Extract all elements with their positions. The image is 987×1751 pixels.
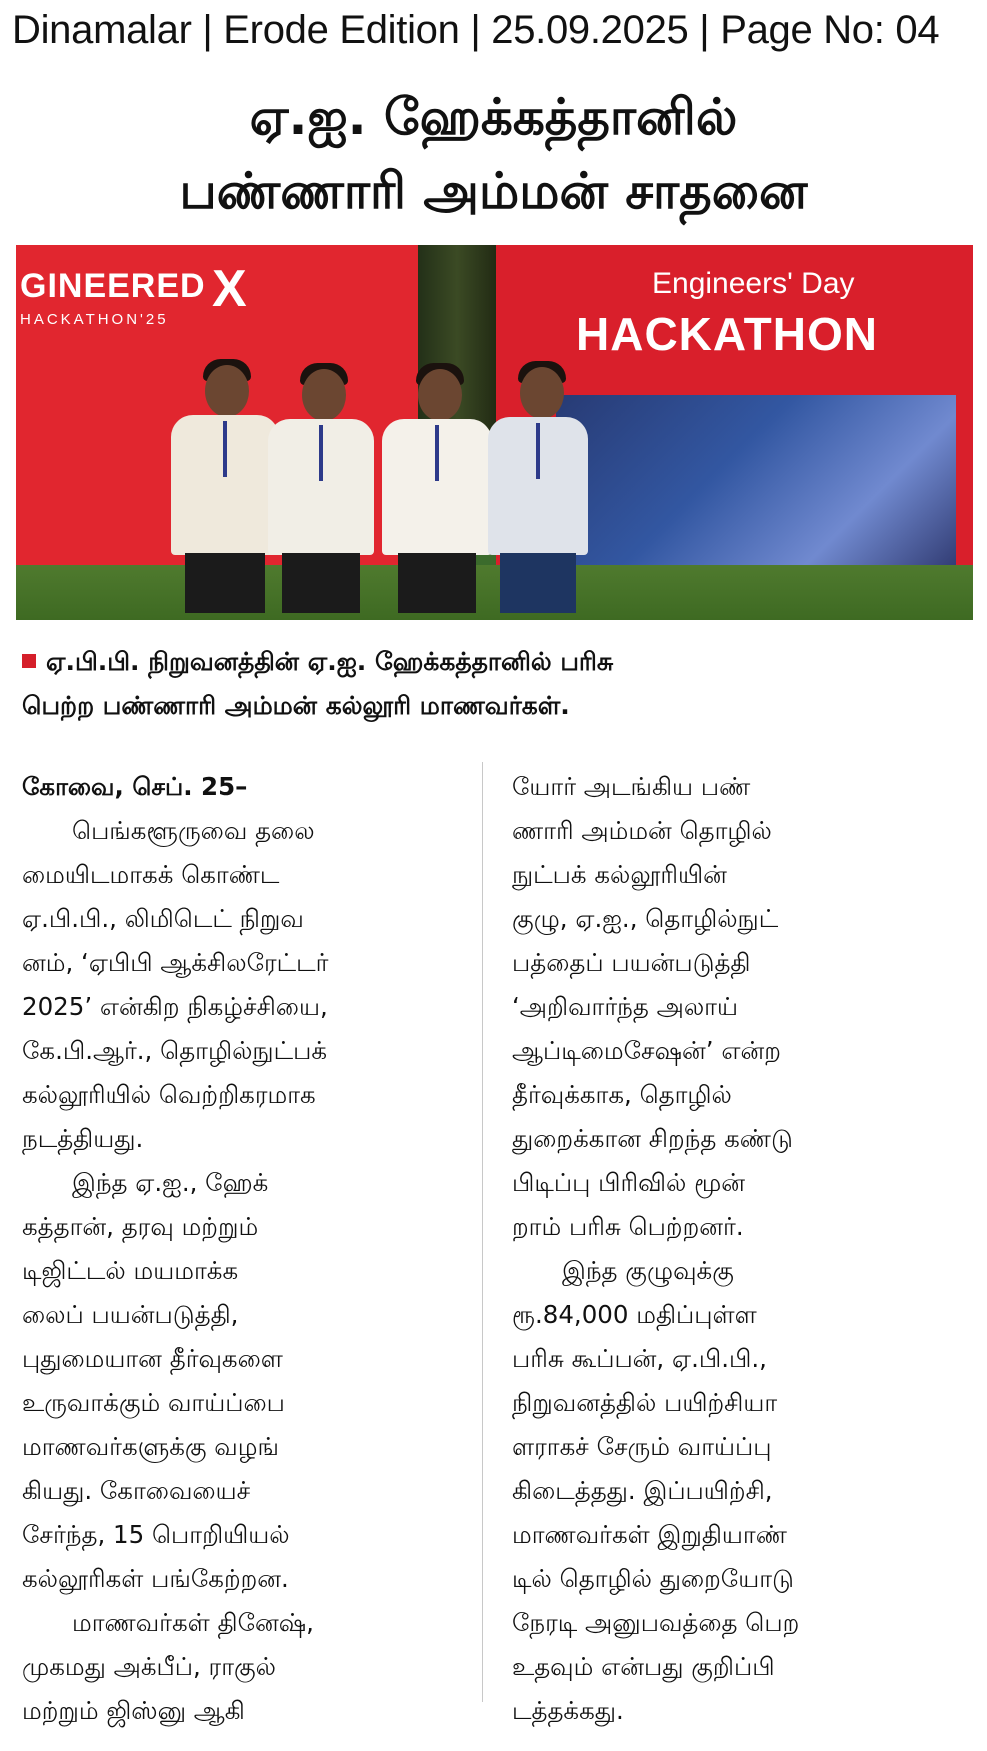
article-column-left bbox=[22, 765, 462, 1733]
article-column-right bbox=[512, 765, 970, 1733]
article-line: ளராகச் சேரும் வாய்ப்பு bbox=[512, 1432, 772, 1461]
article-line: மையிடமாகக் கொண்ட bbox=[22, 860, 280, 889]
article-line: ஏ.பி.பி., லிமிடெட் நிறுவ bbox=[22, 904, 304, 933]
article-line: கல்லூரிகள் பங்கேற்றன. bbox=[22, 1564, 289, 1593]
article-line: தீர்வுக்காக, தொழில் bbox=[512, 1080, 732, 1109]
column-divider bbox=[482, 762, 483, 1702]
article-line: குழு, ஏ.ஐ., தொழில்நுட் bbox=[512, 904, 779, 933]
article-line: டிஜிட்டல் மயமாக்க bbox=[22, 1256, 239, 1285]
article-line: நிறுவனத்தில் பயிற்சியா bbox=[512, 1388, 778, 1417]
article-line: இந்த ஏ.ஐ., ஹேக் bbox=[72, 1168, 269, 1197]
article-line: நேரடி அனுபவத்தை பெற bbox=[512, 1608, 800, 1637]
bullet-square-icon bbox=[22, 654, 36, 668]
article-line: லைப் பயன்படுத்தி, bbox=[22, 1300, 239, 1329]
article-line: பிடிப்பு பிரிவில் மூன் bbox=[512, 1168, 745, 1197]
article-line: உதவும் என்பது குறிப்பி bbox=[512, 1652, 775, 1681]
headline-line-2: பண்ணாரி அம்மன் சாதனை bbox=[179, 162, 808, 220]
article-line: 2025’ என்கிற நிகழ்ச்சியை, bbox=[22, 992, 328, 1021]
article-line: ஆப்டிமைசேஷன்’ என்ற bbox=[512, 1036, 781, 1065]
article-line: உருவாக்கும் வாய்ப்பை bbox=[22, 1388, 285, 1417]
article-line: மாணவர்கள் தினேஷ், bbox=[72, 1608, 314, 1637]
article-line: ‘அறிவார்ந்த அலாய் bbox=[512, 992, 738, 1021]
article-line: பத்தைப் பயன்படுத்தி bbox=[512, 948, 751, 977]
article-line: நடத்தியது. bbox=[22, 1124, 144, 1153]
article-line: இந்த குழுவுக்கு bbox=[562, 1256, 734, 1285]
article-line: துறைக்கான சிறந்த கண்டு bbox=[512, 1124, 793, 1153]
banner-brand-text: GINEERED bbox=[20, 267, 206, 305]
article-line: நுட்பக் கல்லூரியின் bbox=[512, 860, 727, 889]
article-line: டில் தொழில் துறையோடு bbox=[512, 1564, 794, 1593]
grass bbox=[16, 565, 973, 620]
article-line: சேர்ந்த, 15 பொறியியல் bbox=[22, 1520, 290, 1549]
article-line: கே.பி.ஆர்., தொழில்நுட்பக் bbox=[22, 1036, 327, 1065]
article-line: கல்லூரியில் வெற்றிகரமாக bbox=[22, 1080, 316, 1109]
article-line: றாம் பரிசு பெற்றனர். bbox=[512, 1212, 744, 1241]
article-line: னம், ‘ஏபிபி ஆக்சிலரேட்டர் bbox=[22, 948, 329, 977]
article-line: ணாரி அம்மன் தொழில் bbox=[512, 816, 772, 845]
headline-line-1: ஏ.ஐ. ஹேக்கத்தானில் bbox=[249, 88, 738, 146]
banner-engineers-day: Engineers' Day bbox=[652, 267, 855, 300]
article-line: கிடைத்தது. இப்பயிற்சி, bbox=[512, 1476, 773, 1505]
banner-x-logo: X bbox=[212, 260, 247, 318]
article-line: முகமது அக்பீப், ராகுல் bbox=[22, 1652, 276, 1681]
article-line: ரூ.84,000 மதிப்புள்ள bbox=[512, 1300, 757, 1329]
caption-line-2: பெற்ற பண்ணாரி அம்மன் கல்லூரி மாணவர்கள். bbox=[22, 691, 570, 720]
article-line: கியது. கோவையைச் bbox=[22, 1476, 251, 1505]
article-line: பெங்களூருவை தலை bbox=[72, 816, 315, 845]
article-line: டத்தக்கது. bbox=[512, 1696, 624, 1725]
caption-line-1 bbox=[22, 640, 967, 684]
article-line: மாணவர்கள் இறுதியாண் bbox=[512, 1520, 787, 1549]
article-line: புதுமையான தீர்வுகளை bbox=[22, 1344, 283, 1373]
edition-info: Dinamalar | Erode Edition | 25.09.2025 | Page No: 04 bbox=[12, 8, 940, 52]
article-line: மாணவர்களுக்கு வழங் bbox=[22, 1432, 279, 1461]
article-line: யோர் அடங்கிய பண் bbox=[512, 772, 751, 801]
photo-caption bbox=[22, 640, 967, 728]
banner-hackathon: HACKATHON bbox=[576, 308, 879, 360]
article-line: பரிசு கூப்பன், ஏ.பி.பி., bbox=[512, 1344, 767, 1373]
news-photo bbox=[16, 245, 973, 620]
article-line: மற்றும் ஜிஸ்னு ஆகி bbox=[22, 1696, 245, 1725]
article-line: கத்தான், தரவு மற்றும் bbox=[22, 1212, 259, 1241]
dateline: கோவை, செப். 25– bbox=[22, 772, 248, 801]
caption-text-1: ஏ.பி.பி. நிறுவனத்தின் ஏ.ஐ. ஹேக்கத்தானில் பரிசு bbox=[46, 647, 614, 676]
banner-subtitle: HACKATHON'25 bbox=[20, 311, 169, 328]
